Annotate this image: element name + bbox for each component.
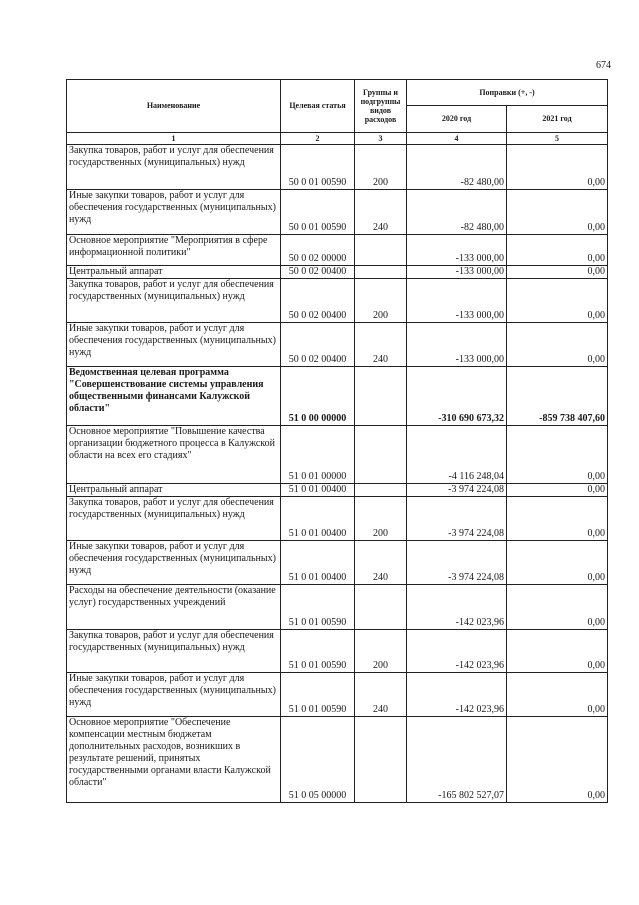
row-name: Закупка товаров, работ и услуг для обеспечения государственных (муниципальных) нужд [67,630,281,673]
row-amount-2020: -3 974 224,08 [407,541,507,585]
header-year-2021: 2021 год [507,106,608,133]
row-name: Иные закупки товаров, работ и услуг для обеспечения государственных (муниципальных) нужд [67,323,281,367]
row-amount-2020: -3 974 224,08 [407,484,507,497]
row-amount-2020: -142 023,96 [407,673,507,717]
row-amount-2020: -3 974 224,08 [407,497,507,541]
row-group [355,235,407,266]
table-row [67,235,608,266]
table-row [67,190,608,235]
row-amount-2020: -133 000,00 [407,266,507,279]
row-group [355,367,407,426]
row-target-code: 50 0 02 00400 [281,279,355,323]
page-number: 674 [596,60,611,71]
row-group [355,585,407,630]
table-row [67,630,608,673]
row-amount-2020: -133 000,00 [407,235,507,266]
table-row [67,585,608,630]
row-amount-2021: 0,00 [507,235,608,266]
row-amount-2020: -133 000,00 [407,279,507,323]
column-number: 2 [281,133,355,145]
row-target-code: 51 0 01 00590 [281,585,355,630]
row-amount-2021: 0,00 [507,323,608,367]
row-name: Закупка товаров, работ и услуг для обеспечения государственных (муниципальных) нужд [67,279,281,323]
row-amount-2020: -4 116 248,04 [407,426,507,484]
row-name: Иные закупки товаров, работ и услуг для обеспечения государственных (муниципальных) нужд [67,190,281,235]
row-amount-2021: 0,00 [507,541,608,585]
row-amount-2020: -310 690 673,32 [407,367,507,426]
row-amount-2020: -82 480,00 [407,145,507,190]
row-target-code: 51 0 01 00400 [281,541,355,585]
row-target-code: 51 0 01 00000 [281,426,355,484]
row-target-code: 51 0 01 00590 [281,673,355,717]
table-row [67,497,608,541]
table-row [67,673,608,717]
header-amendments: Поправки (+, -) [407,80,608,106]
row-amount-2021: 0,00 [507,497,608,541]
row-name: Центральный аппарат [67,266,281,279]
header-year-2020: 2020 год [407,106,507,133]
row-amount-2021: 0,00 [507,585,608,630]
table-row [67,717,608,803]
row-name: Ведомственная целевая программа "Совершенствование системы управления общественными финансами Калужской области" [67,367,281,426]
table-row [67,426,608,484]
row-name: Иные закупки товаров, работ и услуг для обеспечения государственных (муниципальных) нужд [67,673,281,717]
table-row [67,541,608,585]
row-amount-2021: 0,00 [507,266,608,279]
header-expense-group: Группы и подгруппы видов расходов [355,80,407,133]
row-target-code: 51 0 05 00000 [281,717,355,803]
row-amount-2020: -142 023,96 [407,585,507,630]
row-amount-2021: 0,00 [507,484,608,497]
header-target-article: Целевая статья [281,80,355,133]
row-name: Расходы на обеспечение деятельности (оказание услуг) государственных учреждений [67,585,281,630]
table-row [67,367,608,426]
row-group: 200 [355,497,407,541]
column-number-row [67,133,608,145]
row-group: 240 [355,323,407,367]
row-name: Основное мероприятие "Повышение качества организации бюджетного процесса в Калужской области на всех его стадиях" [67,426,281,484]
row-target-code: 50 0 02 00400 [281,323,355,367]
row-name: Основное мероприятие "Мероприятия в сфере информационной политики" [67,235,281,266]
row-name: Основное мероприятие "Обеспечение компенсации местным бюджетам дополнительных расходов, возникших в результате решений, принятых государственными органами власти Калужской области" [67,717,281,803]
row-target-code: 51 0 01 00400 [281,497,355,541]
row-amount-2020: -82 480,00 [407,190,507,235]
row-group [355,426,407,484]
table-row [67,266,608,279]
row-amount-2021: 0,00 [507,426,608,484]
table-row [67,145,608,190]
row-group: 200 [355,145,407,190]
table-row [67,484,608,497]
header-name: Наименование [67,80,281,133]
row-amount-2021: 0,00 [507,190,608,235]
row-group: 200 [355,279,407,323]
row-amount-2021: -859 738 407,60 [507,367,608,426]
row-amount-2021: 0,00 [507,279,608,323]
row-target-code: 50 0 01 00590 [281,145,355,190]
row-group: 240 [355,190,407,235]
row-name: Иные закупки товаров, работ и услуг для обеспечения государственных (муниципальных) нужд [67,541,281,585]
row-name: Центральный аппарат [67,484,281,497]
row-group: 240 [355,673,407,717]
row-amount-2021: 0,00 [507,717,608,803]
row-amount-2021: 0,00 [507,673,608,717]
row-target-code: 51 0 01 00590 [281,630,355,673]
column-number: 3 [355,133,407,145]
column-number: 1 [67,133,281,145]
row-amount-2021: 0,00 [507,630,608,673]
row-amount-2021: 0,00 [507,145,608,190]
column-number: 5 [507,133,608,145]
row-name: Закупка товаров, работ и услуг для обеспечения государственных (муниципальных) нужд [67,497,281,541]
column-number: 4 [407,133,507,145]
row-target-code: 50 0 02 00000 [281,235,355,266]
row-target-code: 51 0 00 00000 [281,367,355,426]
row-amount-2020: -142 023,96 [407,630,507,673]
row-target-code: 50 0 02 00400 [281,266,355,279]
row-amount-2020: -133 000,00 [407,323,507,367]
row-target-code: 51 0 01 00400 [281,484,355,497]
budget-amendments-table [66,79,608,803]
row-group [355,484,407,497]
row-group [355,266,407,279]
row-target-code: 50 0 01 00590 [281,190,355,235]
table-row [67,323,608,367]
table-row [67,279,608,323]
row-group: 240 [355,541,407,585]
row-name: Закупка товаров, работ и услуг для обеспечения государственных (муниципальных) нужд [67,145,281,190]
row-amount-2020: -165 802 527,07 [407,717,507,803]
row-group [355,717,407,803]
row-group: 200 [355,630,407,673]
